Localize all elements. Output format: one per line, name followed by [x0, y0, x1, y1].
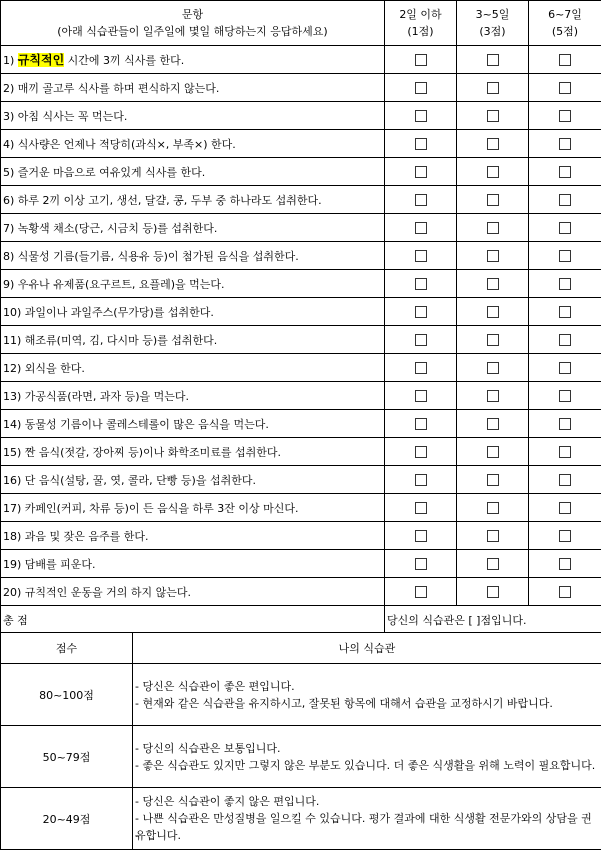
answer-cell-1[interactable] — [385, 46, 457, 74]
answer-cell-3[interactable] — [529, 102, 601, 130]
question-text: 2) 매끼 골고루 식사를 하며 편식하지 않는다. — [1, 74, 385, 102]
question-row — [1, 242, 601, 270]
answer-cell-1[interactable] — [385, 74, 457, 102]
scale-header-row — [1, 633, 601, 664]
question-text: 16) 단 음식(설탕, 꿀, 엿, 콜라, 단빵 등)을 섭취한다. — [1, 466, 385, 494]
question-row — [1, 466, 601, 494]
checkbox[interactable] — [559, 446, 571, 458]
answer-cell-1[interactable] — [385, 550, 457, 578]
frequency-1-days: 2일 이하 — [399, 8, 442, 21]
answer-cell-2[interactable] — [457, 214, 529, 242]
checkbox[interactable] — [415, 250, 427, 262]
answer-cell-3[interactable] — [529, 522, 601, 550]
score-interpretation-table — [0, 632, 601, 850]
scale-row — [1, 788, 601, 850]
checkbox[interactable] — [487, 446, 499, 458]
checkbox[interactable] — [415, 306, 427, 318]
answer-cell-3[interactable] — [529, 270, 601, 298]
checkbox[interactable] — [415, 278, 427, 290]
question-text: 10) 과일이나 과일주스(무가당)를 섭취한다. — [1, 298, 385, 326]
checkbox[interactable] — [559, 250, 571, 262]
checkbox[interactable] — [487, 334, 499, 346]
checkbox[interactable] — [415, 110, 427, 122]
question-row — [1, 354, 601, 382]
answer-cell-3[interactable] — [529, 242, 601, 270]
checkbox[interactable] — [487, 278, 499, 290]
answer-cell-1[interactable] — [385, 102, 457, 130]
answer-cell-2[interactable] — [457, 578, 529, 606]
description-line: - 좋은 식습관도 있지만 그렇지 않은 부분도 있습니다. 더 좋은 식생활을 위해 노력이 필요합니다. — [135, 758, 596, 772]
question-row — [1, 270, 601, 298]
question-number: 1) — [3, 54, 18, 67]
question-title: 문항 — [181, 8, 204, 21]
checkbox[interactable] — [487, 82, 499, 94]
checkbox[interactable] — [487, 250, 499, 262]
answer-cell-2[interactable] — [457, 102, 529, 130]
answer-cell-3[interactable] — [529, 438, 601, 466]
answer-cell-1[interactable] — [385, 214, 457, 242]
answer-cell-1[interactable] — [385, 130, 457, 158]
answer-cell-3[interactable] — [529, 578, 601, 606]
description-line: - 현재와 같은 식습관을 유지하시고, 잘못된 항목에 대해서 습관을 교정하시기 바랍니다. — [135, 696, 553, 710]
answer-cell-1[interactable] — [385, 494, 457, 522]
checkbox[interactable] — [559, 138, 571, 150]
scale-row — [1, 664, 601, 726]
answer-cell-3[interactable] — [529, 326, 601, 354]
question-row — [1, 494, 601, 522]
checkbox[interactable] — [487, 306, 499, 318]
answer-cell-3[interactable] — [529, 130, 601, 158]
checkbox[interactable] — [559, 222, 571, 234]
answer-cell-1[interactable] — [385, 522, 457, 550]
checkbox[interactable] — [559, 82, 571, 94]
checkbox[interactable] — [487, 418, 499, 430]
answer-cell-2[interactable] — [457, 550, 529, 578]
answer-cell-3[interactable] — [529, 186, 601, 214]
score-column-header: 점수 — [1, 633, 133, 664]
frequency-2-days: 3~5일 — [475, 8, 510, 21]
question-row — [1, 382, 601, 410]
answer-cell-2[interactable] — [457, 158, 529, 186]
checkbox[interactable] — [487, 110, 499, 122]
checkbox[interactable] — [559, 502, 571, 514]
question-row — [1, 46, 601, 74]
checkbox[interactable] — [487, 362, 499, 374]
checkbox[interactable] — [415, 138, 427, 150]
answer-cell-2[interactable] — [457, 438, 529, 466]
checkbox[interactable] — [415, 390, 427, 402]
answer-cell-1[interactable] — [385, 382, 457, 410]
question-text: 11) 해조류(미역, 김, 다시마 등)를 섭취한다. — [1, 326, 385, 354]
checkbox[interactable] — [487, 390, 499, 402]
description-line: - 당신은 식습관이 좋지 않은 편입니다. — [135, 795, 320, 808]
frequency-column-1 — [385, 1, 457, 46]
checkbox[interactable] — [559, 586, 571, 598]
answer-cell-2[interactable] — [457, 494, 529, 522]
checkbox[interactable] — [415, 502, 427, 514]
survey-header-row — [1, 1, 601, 46]
checkbox[interactable] — [415, 222, 427, 234]
answer-cell-3[interactable] — [529, 466, 601, 494]
checkbox[interactable] — [487, 474, 499, 486]
question-text: 17) 카페인(커피, 차류 등)이 든 음식을 하루 3잔 이상 마신다. — [1, 494, 385, 522]
checkbox[interactable] — [487, 166, 499, 178]
total-label: 총 점 — [1, 606, 385, 634]
answer-cell-1[interactable] — [385, 186, 457, 214]
answer-cell-2[interactable] — [457, 270, 529, 298]
answer-cell-2[interactable] — [457, 522, 529, 550]
question-row — [1, 74, 601, 102]
answer-cell-1[interactable] — [385, 242, 457, 270]
checkbox[interactable] — [559, 390, 571, 402]
checkbox[interactable] — [415, 586, 427, 598]
frequency-1-score: (1점) — [407, 25, 434, 38]
checkbox[interactable] — [415, 446, 427, 458]
frequency-2-score: (3점) — [479, 25, 506, 38]
answer-cell-2[interactable] — [457, 242, 529, 270]
habit-description — [133, 788, 601, 850]
habit-description — [133, 726, 601, 788]
answer-cell-3[interactable] — [529, 158, 601, 186]
checkbox[interactable] — [487, 222, 499, 234]
question-text: 3) 아침 식사는 꼭 먹는다. — [1, 102, 385, 130]
checkbox[interactable] — [487, 138, 499, 150]
question-column-header — [1, 1, 385, 46]
answer-cell-2[interactable] — [457, 186, 529, 214]
score-range: 80~100점 — [1, 664, 133, 726]
answer-cell-3[interactable] — [529, 410, 601, 438]
question-row — [1, 298, 601, 326]
question-text: 13) 가공식품(라면, 과자 등)을 먹는다. — [1, 382, 385, 410]
checkbox[interactable] — [415, 530, 427, 542]
answer-cell-3[interactable] — [529, 354, 601, 382]
question-text: 6) 하루 2끼 이상 고기, 생선, 달걀, 콩, 두부 중 하나라도 섭취한다. — [1, 186, 385, 214]
question-text: 18) 과음 및 잦은 음주를 한다. — [1, 522, 385, 550]
question-text: 19) 담배를 피운다. — [1, 550, 385, 578]
checkbox[interactable] — [415, 474, 427, 486]
answer-cell-1[interactable] — [385, 578, 457, 606]
checkbox[interactable] — [487, 530, 499, 542]
answer-cell-1[interactable] — [385, 354, 457, 382]
description-line: - 당신은 식습관이 좋은 편입니다. — [135, 679, 295, 693]
question-text: 5) 즐거운 마음으로 여유있게 식사를 한다. — [1, 158, 385, 186]
answer-cell-2[interactable] — [457, 130, 529, 158]
answer-cell-2[interactable] — [457, 354, 529, 382]
checkbox[interactable] — [415, 194, 427, 206]
checkbox[interactable] — [559, 474, 571, 486]
answer-cell-3[interactable] — [529, 382, 601, 410]
total-row — [1, 606, 601, 634]
answer-cell-1[interactable] — [385, 326, 457, 354]
answer-cell-1[interactable] — [385, 270, 457, 298]
answer-cell-3[interactable] — [529, 214, 601, 242]
question-row — [1, 102, 601, 130]
checkbox[interactable] — [559, 194, 571, 206]
question-row — [1, 214, 601, 242]
checkbox[interactable] — [559, 166, 571, 178]
checkbox[interactable] — [415, 334, 427, 346]
question-text: 8) 식물성 기름(들기름, 식용유 등)이 첨가된 음식을 섭취한다. — [1, 242, 385, 270]
checkbox[interactable] — [559, 558, 571, 570]
question-row — [1, 522, 601, 550]
frequency-3-days: 6~7일 — [548, 8, 582, 21]
question-text: 12) 외식을 한다. — [1, 354, 385, 382]
question-row — [1, 186, 601, 214]
question-row — [1, 130, 601, 158]
question-text: 14) 동물성 기름이나 콜레스테롤이 많은 음식을 먹는다. — [1, 410, 385, 438]
question-text: 7) 녹황색 채소(당근, 시금치 등)를 섭취한다. — [1, 214, 385, 242]
habit-column-header: 나의 식습관 — [133, 633, 601, 664]
question-row — [1, 578, 601, 606]
frequency-column-3 — [529, 1, 601, 46]
frequency-column-2 — [457, 1, 529, 46]
checkbox[interactable] — [559, 334, 571, 346]
answer-cell-1[interactable] — [385, 410, 457, 438]
answer-cell-3[interactable] — [529, 74, 601, 102]
description-line: - 나쁜 식습관은 만성질병을 일으킬 수 있습니다. 평가 결과에 대한 식생활 전문가와의 상담을 권유합니다. — [135, 812, 592, 842]
question-text: 20) 규칙적인 운동을 거의 하지 않는다. — [1, 578, 385, 606]
answer-cell-2[interactable] — [457, 466, 529, 494]
checkbox[interactable] — [415, 54, 427, 66]
answer-cell-1[interactable] — [385, 298, 457, 326]
total-score-result[interactable]: 당신의 식습관은 [ ]점입니다. — [385, 606, 601, 634]
question-row — [1, 326, 601, 354]
score-range: 50~79점 — [1, 726, 133, 788]
question-text: 4) 식사량은 언제나 적당히(과식×, 부족×) 한다. — [1, 130, 385, 158]
question-row — [1, 550, 601, 578]
answer-cell-2[interactable] — [457, 46, 529, 74]
answer-cell-3[interactable] — [529, 46, 601, 74]
checkbox[interactable] — [559, 278, 571, 290]
answer-cell-1[interactable] — [385, 466, 457, 494]
checkbox[interactable] — [487, 558, 499, 570]
answer-cell-1[interactable] — [385, 438, 457, 466]
checkbox[interactable] — [559, 54, 571, 66]
frequency-3-score: (5점) — [551, 25, 579, 38]
answer-cell-2[interactable] — [457, 410, 529, 438]
description-line: - 당신의 식습관은 보통입니다. — [135, 741, 281, 755]
checkbox[interactable] — [415, 362, 427, 374]
answer-cell-2[interactable] — [457, 326, 529, 354]
answer-cell-2[interactable] — [457, 298, 529, 326]
checkbox[interactable] — [559, 418, 571, 430]
checkbox[interactable] — [559, 110, 571, 122]
question-row — [1, 158, 601, 186]
checkbox[interactable] — [559, 362, 571, 374]
checkbox[interactable] — [415, 418, 427, 430]
checkbox[interactable] — [487, 502, 499, 514]
scale-row — [1, 726, 601, 788]
checkbox[interactable] — [487, 586, 499, 598]
checkbox[interactable] — [559, 530, 571, 542]
checkbox[interactable] — [415, 558, 427, 570]
question-row — [1, 438, 601, 466]
answer-cell-2[interactable] — [457, 74, 529, 102]
checkbox[interactable] — [415, 166, 427, 178]
answer-cell-3[interactable] — [529, 550, 601, 578]
question-text — [1, 46, 385, 74]
answer-cell-3[interactable] — [529, 494, 601, 522]
score-range: 20~49점 — [1, 788, 133, 850]
question-text-rest: 시간에 3끼 식사를 한다. — [64, 54, 185, 67]
answer-cell-1[interactable] — [385, 158, 457, 186]
question-instruction: (아래 식습관들이 일주일에 몇일 해당하는지 응답하세요) — [57, 25, 328, 38]
answer-cell-2[interactable] — [457, 382, 529, 410]
highlighted-keyword: 규칙적인 — [17, 53, 65, 67]
checkbox[interactable] — [559, 306, 571, 318]
question-text: 15) 짠 음식(젓갈, 장아찌 등)이나 화학조미료를 섭취한다. — [1, 438, 385, 466]
checkbox[interactable] — [415, 82, 427, 94]
checkbox[interactable] — [487, 194, 499, 206]
question-row — [1, 410, 601, 438]
answer-cell-3[interactable] — [529, 298, 601, 326]
question-text: 9) 우유나 유제품(요구르트, 요플레)을 먹는다. — [1, 270, 385, 298]
habit-description — [133, 664, 601, 726]
checkbox[interactable] — [487, 54, 499, 66]
